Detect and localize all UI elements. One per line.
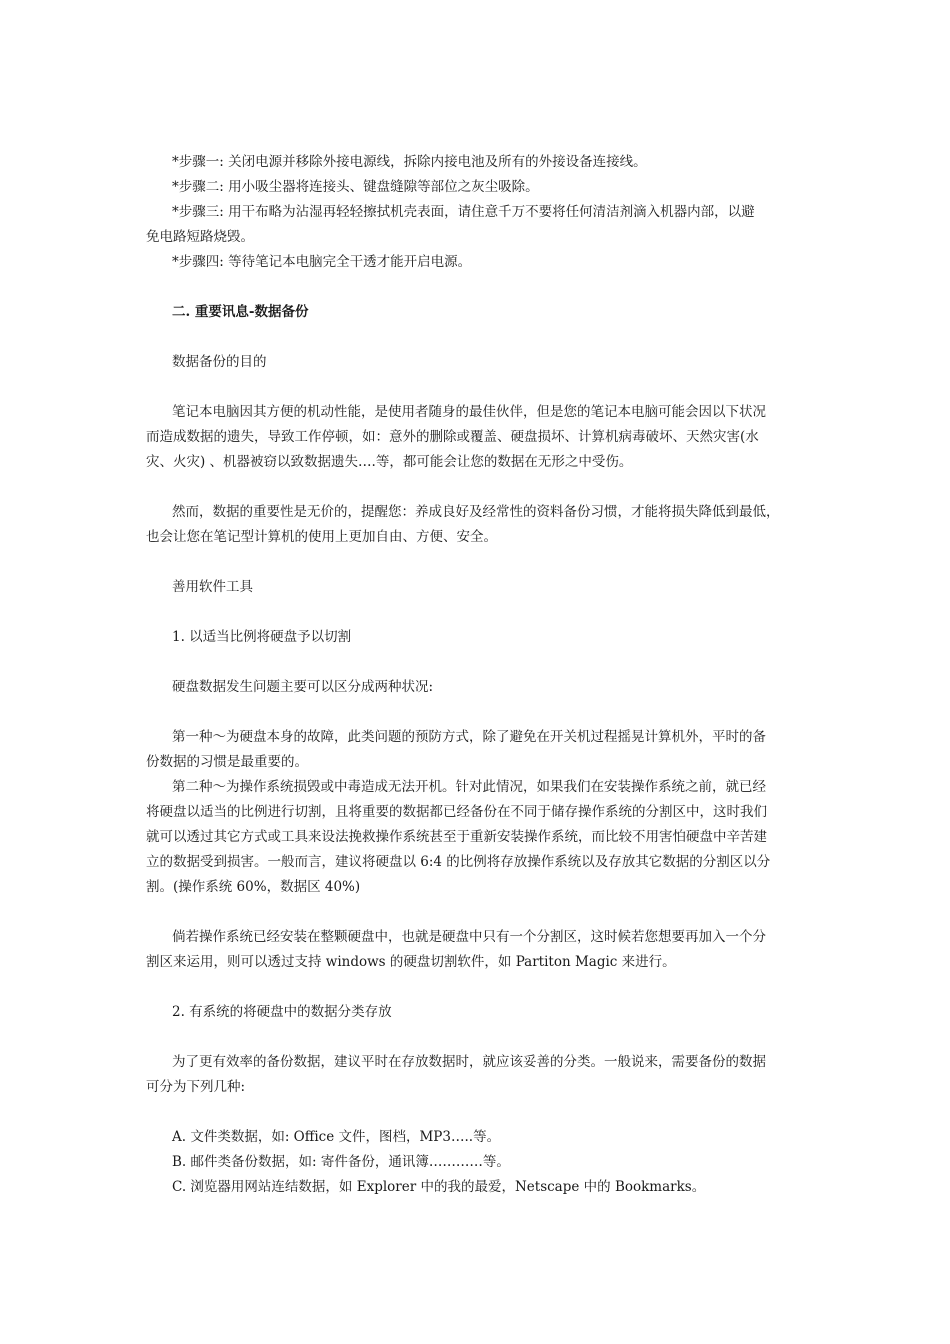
list-item: B. 邮件类备份数据，如: 寄件备份，通讯簿…………等。 [172, 1154, 510, 1170]
section-heading: 二. 重要讯息-数据备份 [172, 304, 309, 320]
paragraph-line: 笔记本电脑因其方便的机动性能，是使用者随身的最佳伙伴，但是您的笔记本电脑可能会因以下状况 [172, 404, 766, 420]
step-four: *步骤四: 等待笔记本电脑完全干透才能开启电源。 [172, 254, 472, 270]
paragraph-line: 份数据的习惯是最重要的。 [146, 754, 308, 770]
purpose-title: 数据备份的目的 [172, 354, 267, 370]
item-one-intro: 硬盘数据发生问题主要可以区分成两种状况: [172, 679, 434, 695]
paragraph-line: 将硬盘以适当的比例进行切割，且将重要的数据都已经备份在不同于储存操作系统的分割区中，这时我们 [146, 804, 767, 820]
paragraph-line: 就可以透过其它方式或工具来设法挽救操作系统甚至于重新安装操作系统，而比较不用害怕硬盘中辛苦建 [146, 829, 767, 845]
paragraph-line: 灾、火灾) 、机器被窃以致数据遗失….等，都可能会让您的数据在无形之中受伤。 [146, 454, 633, 470]
paragraph-line: 第二种～为操作系统损毁或中毒造成无法开机。针对此情况，如果我们在安装操作系统之前，就已经 [172, 779, 766, 795]
paragraph-line: 然而，数据的重要性是无价的，提醒您：养成良好及经常性的资料备份习惯，才能将损失降低到最低， [172, 504, 780, 520]
tools-title: 善用软件工具 [172, 579, 253, 595]
paragraph-line: 割区来运用，则可以透过支持 windows 的硬盘切割软件，如 Partiton Magic 来进行。 [146, 954, 676, 970]
list-item: C. 浏览器用网站连结数据，如 Explorer 中的我的最爱，Netscape 中的 Bookmarks。 [172, 1179, 706, 1195]
paragraph-line: 为了更有效率的备份数据，建议平时在存放数据时，就应该妥善的分类。一般说来，需要备份的数据 [172, 1054, 766, 1070]
paragraph-line: 也会让您在笔记型计算机的使用上更加自由、方便、安全。 [146, 529, 497, 545]
item-one-title: 1. 以适当比例将硬盘予以切割 [172, 629, 352, 645]
item-two-title: 2. 有系统的将硬盘中的数据分类存放 [172, 1004, 392, 1020]
paragraph-line: 割。(操作系统 60%，数据区 40%) [146, 879, 361, 895]
step-two: *步骤二: 用小吸尘器将连接头、键盘缝隙等部位之灰尘吸除。 [172, 179, 539, 195]
paragraph-line: 可分为下列几种: [146, 1079, 246, 1095]
paragraph-line: 第一种～为硬盘本身的故障，此类问题的预防方式，除了避免在开关机过程摇晃计算机外，平时的备 [172, 729, 766, 745]
paragraph-line: 立的数据受到损害。一般而言，建议将硬盘以 6:4 的比例将存放操作系统以及存放其它数据的分割区以分 [146, 854, 771, 870]
step-three-continued: 免电路短路烧毁。 [146, 229, 254, 245]
paragraph-line: 而造成数据的遗失，导致工作停顿，如：意外的删除或覆盖、硬盘损坏、计算机病毒破坏、天然灾害(水 [146, 429, 759, 445]
paragraph-line: 倘若操作系统已经安装在整颗硬盘中，也就是硬盘中只有一个分割区，这时候若您想要再加入一个分 [172, 929, 766, 945]
step-three: *步骤三: 用干布略为沾湿再轻轻擦拭机壳表面，请住意千万不要将任何清洁剂滴入机器内部，以避 [172, 204, 755, 220]
step-one: *步骤一: 关闭电源并移除外接电源线，拆除内接电池及所有的外接设备连接线。 [172, 154, 647, 170]
list-item: A. 文件类数据，如: Office 文件，图档，MP3…..等。 [172, 1129, 501, 1145]
